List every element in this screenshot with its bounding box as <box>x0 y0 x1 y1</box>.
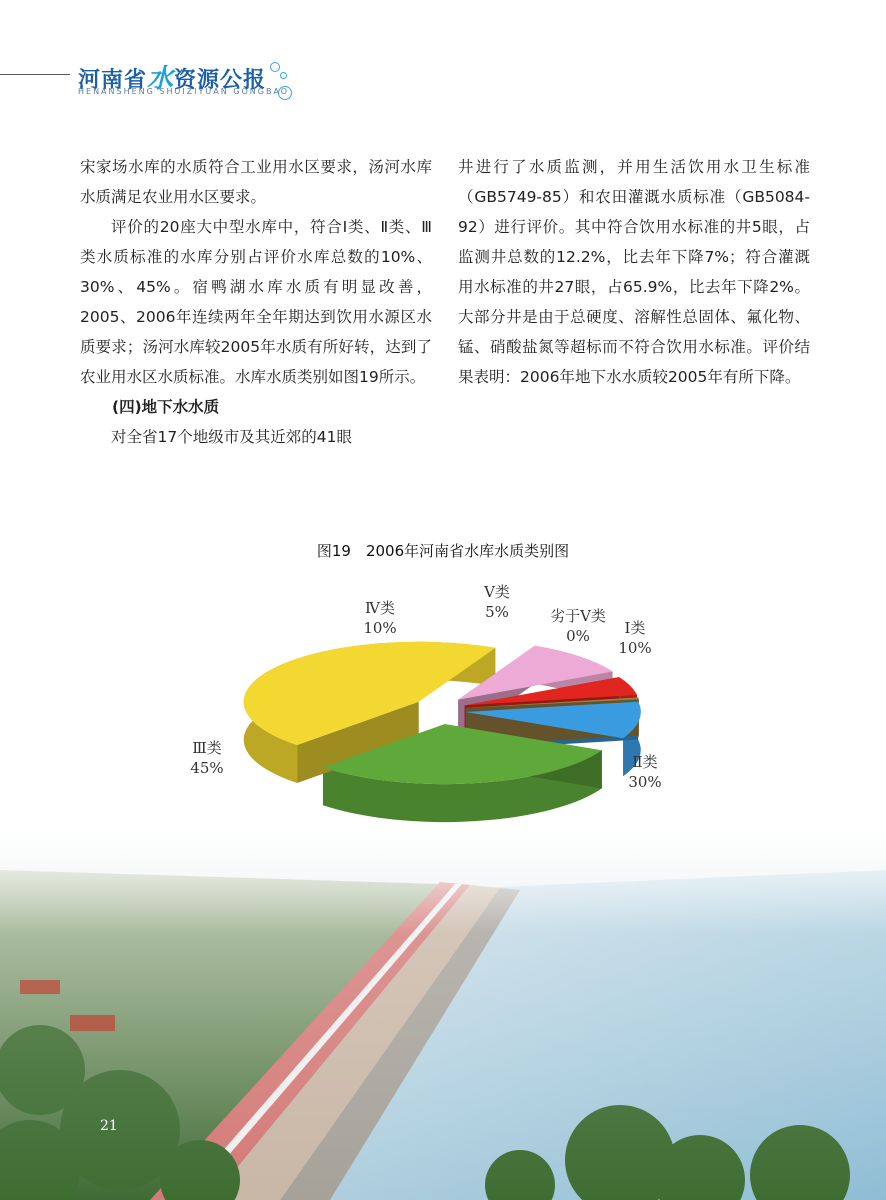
figure-title: 图19 2006年河南省水库水质类别图 <box>316 542 570 560</box>
pie-chart <box>0 575 886 835</box>
paragraph-3: 对全省17个地级市及其近郊的41眼 <box>111 428 352 446</box>
left-column <box>80 152 432 452</box>
label-class-2-name: Ⅱ类 <box>632 753 658 771</box>
label-class-worse-5 <box>538 606 618 646</box>
label-class-3-name: Ⅲ类 <box>192 739 222 757</box>
label-class-1-value: 10% <box>618 639 652 657</box>
page-header <box>0 40 886 110</box>
title-part-2: 资源公报 <box>174 68 267 93</box>
label-class-2 <box>620 752 670 792</box>
label-class-4-value: 10% <box>363 619 397 637</box>
label-class-3-value: 45% <box>190 759 224 777</box>
bubble-icon <box>280 72 287 79</box>
label-class-1-name: Ⅰ类 <box>624 619 646 637</box>
label-class-5-value: 5% <box>485 603 509 621</box>
label-class-worse-5-value: 0% <box>566 627 590 645</box>
bubble-icon <box>270 62 280 72</box>
label-class-3 <box>182 738 232 778</box>
label-class-5 <box>472 582 522 622</box>
paragraph-1: 宋家场水库的水质符合工业用水区要求，汤河水库水质满足农业用水区要求。 <box>80 158 432 206</box>
label-class-4-name: Ⅳ类 <box>365 599 395 617</box>
label-class-4 <box>352 598 408 638</box>
right-column <box>458 152 810 392</box>
title-water-glyph: 水 <box>147 64 175 94</box>
page-number: 21 <box>100 1118 118 1134</box>
label-class-5-name: Ⅴ类 <box>484 583 510 601</box>
paragraph-4: 井进行了水质监测，并用生活饮用水卫生标准（GB5749-85）和农田灌溉水质标准（GB5084-92）进行评价。其中符合饮用水标准的井5眼，占监测井总数的12.2%，比去年下降7%；符合灌溉用水标准的井27眼，占65.9%，比去年下降2%。大部分井是由于总硬度、溶解性总固体、氟化物、锰、硝酸盐氮等超标而不符合饮用水标准。评价结果表明：2006年地下水水质较2005年有所下降。 <box>458 158 810 386</box>
bubble-icon <box>278 86 292 100</box>
label-class-2-value: 30% <box>628 773 662 791</box>
label-class-worse-5-name: 劣于Ⅴ类 <box>550 607 606 625</box>
paragraph-2: 评价的20座大中型水库中，符合Ⅰ类、Ⅱ类、Ⅲ类水质标准的水库分别占评价水库总数的10%、30%、45%。宿鸭湖水库水质有明显改善，2005、2006年连续两年全年期达到饮用水源区水质要求；汤河水库较2005年水质有所好转，达到了农业用水区水质标准。水库水质类别如图19所示。 <box>80 218 432 386</box>
section-subheading: (四)地下水水质 <box>112 398 220 416</box>
publication-subtitle: HENANSHENG SHUIZIYUAN GONGBAO <box>78 87 290 96</box>
reservoir-dam-photo <box>0 830 886 1200</box>
header-rule <box>0 74 70 75</box>
title-part-1: 河南省 <box>78 68 148 93</box>
